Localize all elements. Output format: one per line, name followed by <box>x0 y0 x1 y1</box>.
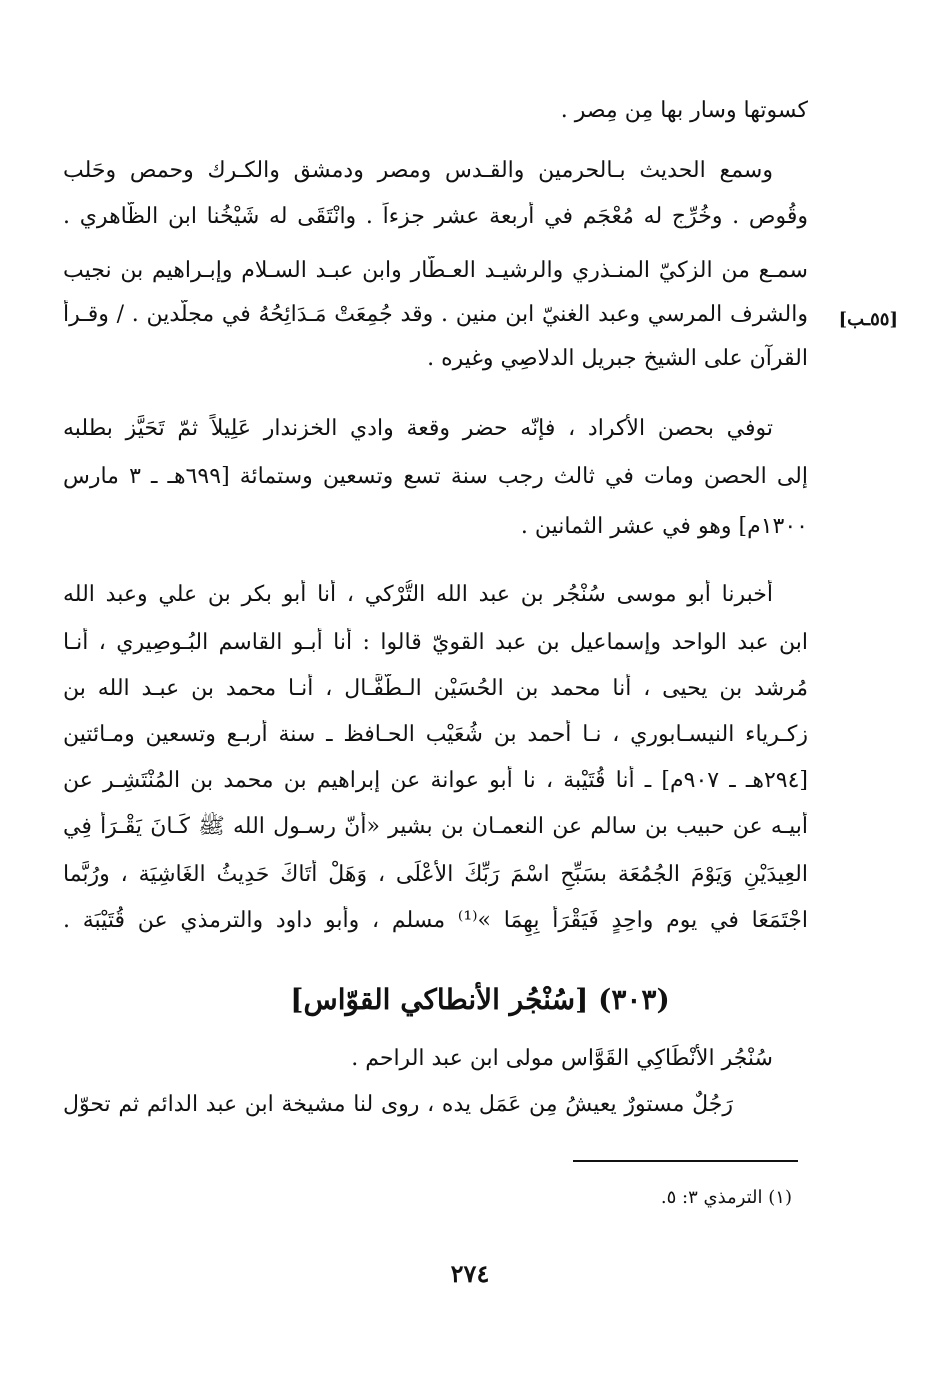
text-line-3: وقُوص . وخُرِّج له مُعْجَم في أربعة عشر جزءاً . وانْتَقَى له شَيْخُنا ابن الظَّاهري . <box>63 204 808 229</box>
text-line-4: سمـع من الزكيّ المنـذري والرشيـد العـطّار وابن عبـد السـلام وإبـراهيم بن نجيب <box>63 258 808 283</box>
text-line-7: توفي بحصن الأكراد ، فإنّه حضر وقعة وادي الخزندار عَلِيلاً ثمّ تَحَيَّز بطلبه <box>63 416 773 441</box>
text-line-16: العِيدَيْنِ وَيَوْمَ الجُمُعَة بسَبِّحِ اسْمَ رَبِّكَ الأَعْلَى ، وَهَلْ أَتَاكَ حَدِيثُ الغَاشِيَة ، ورُبَّما <box>63 862 808 887</box>
text-line-17: اجْتَمَعَا في يوم واحِدٍ فَيَقْرَأُ بِهِمَا »⁽¹⁾ مسلم ، وأبو داود والترمذي عن قُتَيْبَة . <box>63 908 808 933</box>
page-number: ٢٧٤ <box>450 1259 490 1288</box>
text-line-15: أبيـه عن حبيب بن سالم عن النعمـان بن بشير «أنّ رسـول الله ﷺ كَـانَ يَقْـرَأُ فِي <box>63 814 808 839</box>
text-line-13: زكـرياء النيسـابوري ، نـا أحمد بن شُعَيْب الحـافظ ـ سنة أربـع وتسعين ومـائتين <box>63 722 808 747</box>
text-line-1: كسوتها وسار بها مِن مِصر . <box>560 98 808 123</box>
text-line-18: سُنْجُر الأَنْطَاكِي القَوَّاس مولى ابن عبد الراحم . <box>351 1046 773 1071</box>
text-line-5: والشرف المرسي وعبد الغنيّ ابن منين . وقد جُمِعَتْ مَـدَائِحُهُ في مجلّدين . / وقـرأ <box>63 302 808 327</box>
text-line-11: ابن عبد الواحد وإسماعيل بن عبد القويّ قالوا : أنا أبـو القاسم البُـوصِيري ، أنـا <box>63 630 808 655</box>
text-line-9: ١٣٠٠م] وهو في عشر الثمانين . <box>520 514 808 539</box>
footnote-divider <box>573 1160 798 1162</box>
text-line-8: إلى الحصن ومات في ثالث رجب سنة تسع وتسعين وستمائة [٦٩٩هـ ـ ٣ مارس <box>63 464 808 489</box>
margin-folio-note: [٥٥ـب] <box>838 309 898 330</box>
text-line-2: وسمع الحديث بـالحرمين والقـدس ومصر ودمشق والكـرك وحمص وحَلب <box>63 158 773 183</box>
text-line-6: القرآن على الشيخ جبريل الدلاصِي وغيره . <box>427 346 808 371</box>
text-line-19: رَجُلٌ مستورٌ يعيشُ مِن عَمَل يده ، روى لنا مشيخة ابن عبد الدائم ثم تحوّل <box>63 1092 733 1117</box>
footnote: (١) الترمذي ٣: ٥. <box>660 1187 792 1208</box>
text-line-12: مُرشد بن يحيى ، أنا محمد بن الحُسَيْن الـطُّفَّـال ، أنـا محمد بن عبـد الله بن <box>63 676 808 701</box>
entry-heading: (٣٠٣) [سُنْجُر الأنطاكي القوّاس] <box>290 983 670 1016</box>
text-line-10: أخبرنا أبو موسى سُنْجُر بن عبد الله التُّرْكي ، أنا أبو بكر بن علي وعبد الله <box>63 582 773 607</box>
text-line-14: [٢٩٤هـ ـ ٩٠٧م] ـ أنا قُتَيْبة ، نا أبو عوانة عن إبراهيم بن محمد بن المُنْتَشِـر عن <box>63 768 808 793</box>
